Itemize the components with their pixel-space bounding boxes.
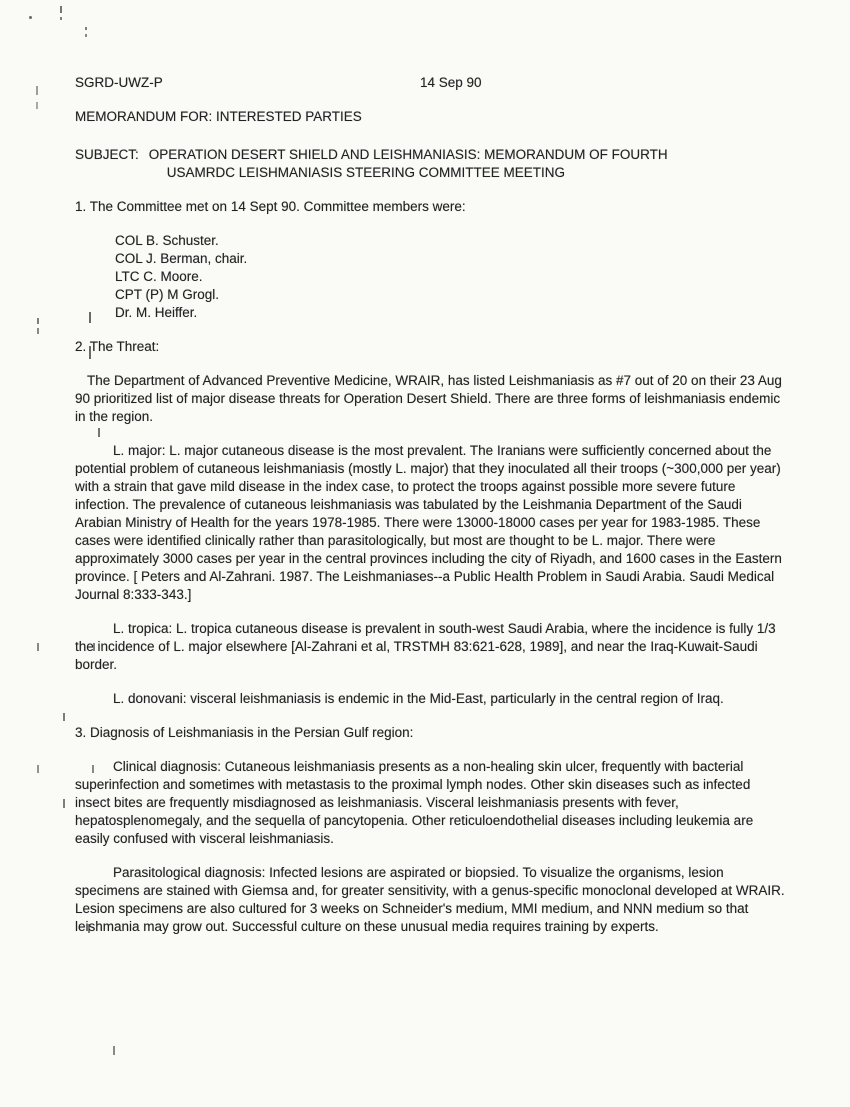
office-symbol: SGRD-UWZ-P <box>75 75 163 90</box>
subject-label: SUBJECT: <box>75 147 139 162</box>
paragraph-threat: The Department of Advanced Preventive Medicine, WRAIR, has listed Leishmaniasis as #7 out of 20 on their 23 Aug 90 prioritized list of major disease threats for Operation Desert Shield. There are three forms of leishmaniasis endemic in the region. <box>75 373 782 424</box>
scan-artifact <box>60 17 62 20</box>
scan-artifact <box>85 27 87 30</box>
scan-artifact <box>37 318 39 324</box>
scan-artifact <box>113 1046 115 1055</box>
scan-artifact <box>37 328 39 334</box>
paragraph-l-donovani: L. donovani: visceral leishmaniasis is endemic in the Mid-East, particularly in the central region of Iraq. <box>113 691 724 706</box>
paragraph-parasitological-diagnosis: Parasitological diagnosis: Infected lesions are aspirated or biopsied. To visualize the organisms, lesion specimens are stained with Giemsa and, for greater sensitivity, with a genus-specific monoclonal developed at WRAIR. Lesion specimens are also cultured for 3 weeks on Schneider's medium, MMI medium, and NNN medium so that leishmania may grow out. Successful culture on these unusual media requires training by experts. <box>75 865 785 934</box>
section-3-heading: 3. Diagnosis of Leishmaniasis in the Persian Gulf region: <box>75 725 414 740</box>
member-item: Dr. M. Heiffer. <box>115 305 198 320</box>
scan-artifact <box>63 713 65 721</box>
subject-line-1: OPERATION DESERT SHIELD AND LEISHMANIASIS: MEMORANDUM OF FOURTH <box>148 147 668 162</box>
scan-artifact <box>85 34 87 37</box>
section-2-heading: 2. The Threat: <box>75 339 160 354</box>
paragraph-l-tropica: L. tropica: L. tropica cutaneous disease is prevalent in south-west Saudi Arabia, where the incidence is fully 1/3 the incidence of L. major elsewhere [Al-Zahrani et al, TRSTMH 83:621-628, 1989], and near the Iraq-Kuwait-Saudi border. <box>75 621 776 672</box>
scan-artifact <box>37 765 39 773</box>
scan-artifact <box>36 102 38 109</box>
paragraph-clinical-diagnosis: Clinical diagnosis: Cutaneous leishmaniasis presents as a non-healing skin ulcer, frequently with bacterial superinfection and sometimes with metastasis to the proximal lymph nodes. Other skin diseases such as infected insect bites are frequently misdiagnosed as leishmaniasis. Visceral leishmaniasis presents with fever, hepatosplenomegaly, and the sequella of pancytopenia. Other reticuloendothelial diseases including leukemia are easily confused with visceral leishmaniasis. <box>75 759 754 846</box>
paragraph-l-major: L. major: L. major cutaneous disease is the most prevalent. The Iranians were sufficiently concerned about the potential problem of cutaneous leishmaniasis (mostly L. major) that they inoculated all their troops (~300,000 per year) with a strain that gave mild disease in the index case, to protect the troops against possible more severe future infection. The prevalence of cutaneous leishmaniasis was tabulated by the Leishmania Department of the Saudi Arabian Ministry of Health for the years 1978-1985. There were 13000-18000 cases per year for 1983-1985. These cases were identified clinically rather than parasitologically, but most are thought to be L. major. There were approximately 3000 cases per year in the central provinces including the city of Riyadh, and 1600 cases in the Eastern province. [ Peters and Al-Zahrani. 1987. The Leishmaniases--a Public Health Problem in Saudi Arabia. Saudi Medical Journal 8:333-343.] <box>75 443 782 602</box>
scan-artifact <box>29 16 32 19</box>
paragraph-committee: 1. The Committee met on 14 Sept 90. Committee members were: <box>75 199 466 214</box>
committee-members-list <box>115 232 787 322</box>
memo-content <box>75 74 787 936</box>
member-item: COL J. Berman, chair. <box>115 251 248 266</box>
scan-artifact <box>36 86 38 95</box>
memo-for-line: MEMORANDUM FOR: INTERESTED PARTIES <box>75 109 362 124</box>
memo-date: 14 Sep 90 <box>420 75 482 90</box>
scan-artifact <box>63 799 65 808</box>
subject-block <box>75 146 787 182</box>
member-item: LTC C. Moore. <box>115 269 203 284</box>
member-item: CPT (P) M Grogl. <box>115 287 220 302</box>
subject-lines <box>149 146 787 182</box>
scan-artifact <box>60 6 62 13</box>
scan-artifact <box>37 643 39 651</box>
member-item: COL B. Schuster. <box>115 233 219 248</box>
subject-line-2: USAMRDC LEISHMANIASIS STEERING COMMITTEE MEETING <box>166 165 566 180</box>
memo-header <box>75 74 787 92</box>
